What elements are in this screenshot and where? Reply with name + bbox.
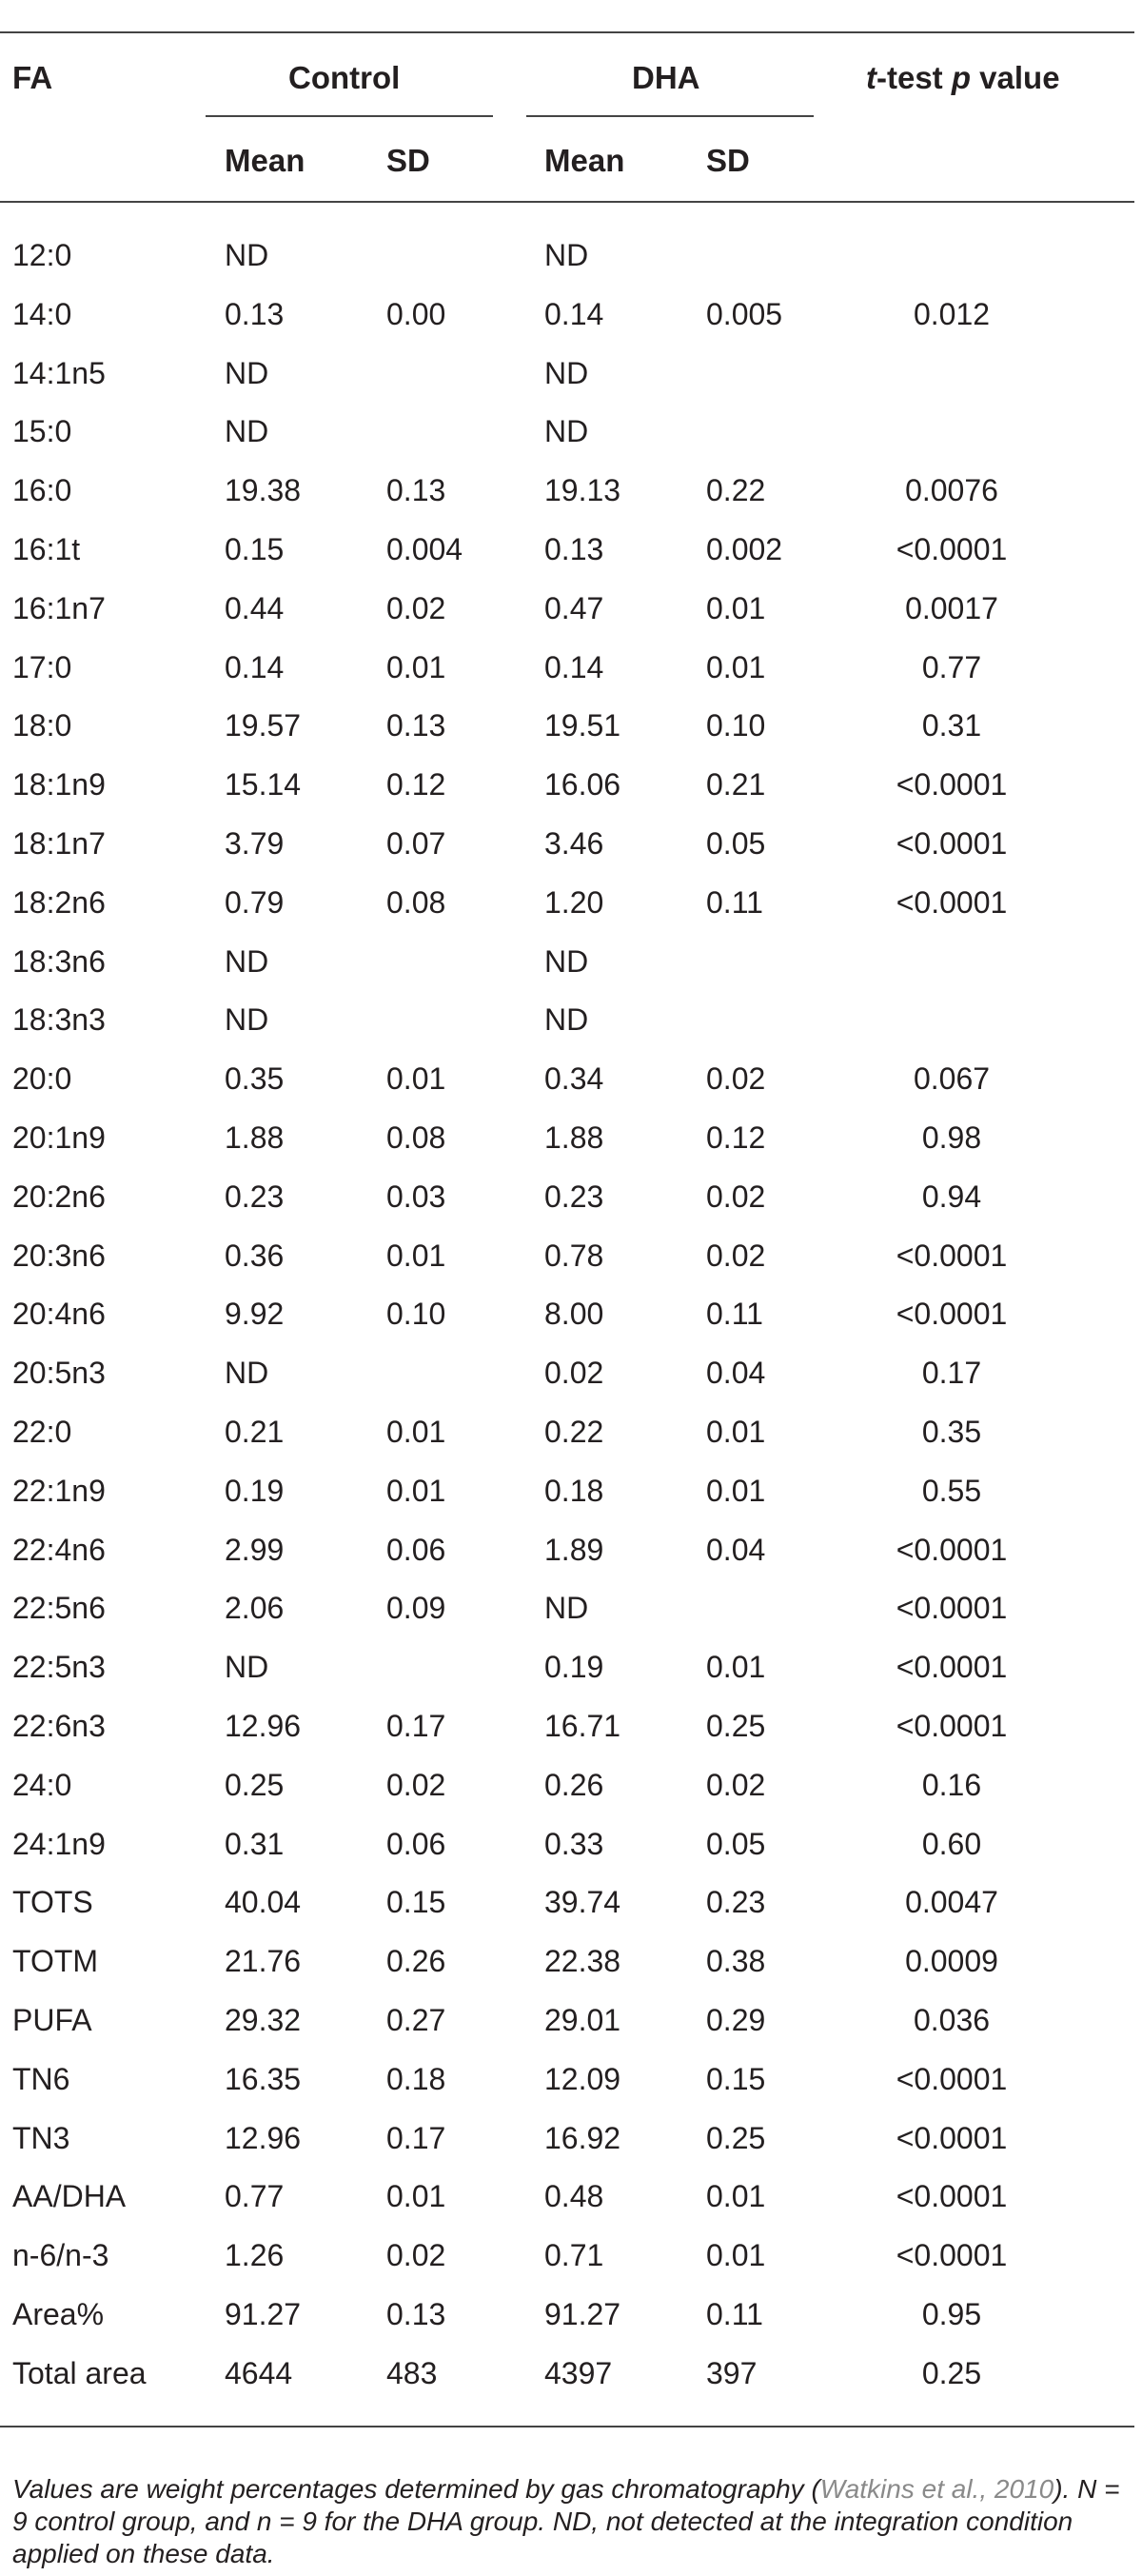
control-mean-cell: 91.27 [225,2297,302,2331]
fa-cell: 24:1n9 [12,1826,106,1861]
table-row [0,755,1134,814]
table-row [0,873,1134,932]
table-row [0,2109,1134,2168]
p-value-cell: <0.0001 [896,1238,1008,1273]
table-row [0,1578,1134,1637]
control-sd-cell: 0.10 [386,1297,446,1332]
dha-sd-cell: 0.02 [706,1061,766,1097]
table-row [0,1049,1134,1108]
header-dha-sd: SD [706,143,750,178]
dha-sd-cell: 0.02 [706,1238,766,1273]
dha-sd-cell: 0.02 [706,1179,766,1214]
table-row [0,1932,1134,1991]
table-row [0,932,1134,991]
dha-mean-cell: 16.71 [544,1709,621,1743]
control-mean-cell: 16.35 [225,2061,302,2096]
table-row [0,1520,1134,1579]
fa-cell: 20:5n3 [12,1356,106,1391]
dha-mean-cell: ND [544,355,589,390]
dha-mean-cell: 39.74 [544,1885,621,1920]
control-mean-cell: 0.21 [225,1415,285,1449]
p-value-cell: 0.95 [921,2297,982,2331]
table-top-rule [0,31,1134,33]
control-mean-cell: ND [225,1650,269,1685]
table-row [0,696,1134,755]
table-row [0,1402,1134,1461]
fa-cell: 15:0 [12,414,72,449]
control-sd-cell: 0.13 [386,2297,446,2331]
fa-cell: TOTM [12,1944,99,1979]
fa-cell: 14:1n5 [12,355,106,390]
p-value-cell: 0.0076 [905,473,998,508]
control-sd-cell: 0.01 [386,1415,446,1449]
control-mean-cell: 0.15 [225,532,285,566]
dha-sd-cell: 0.11 [706,1297,763,1332]
header-ttest-value: value [971,60,1060,95]
control-mean-cell: ND [225,238,269,272]
dha-mean-cell: 0.18 [544,1473,604,1508]
control-mean-cell: 1.26 [225,2238,285,2273]
control-mean-cell: ND [225,1356,269,1391]
p-value-cell: 0.012 [913,296,991,331]
dha-mean-cell: 0.34 [544,1061,604,1097]
table-footnote [12,2473,1135,2570]
control-mean-cell: 0.23 [225,1179,285,1214]
dha-mean-cell: 3.46 [544,826,604,861]
control-mean-cell: 0.19 [225,1473,285,1508]
p-value-cell: 0.0009 [905,1944,998,1979]
dha-mean-cell: 0.78 [544,1238,604,1273]
header-ttest-p: p [951,60,972,95]
fa-cell: 16:1t [12,532,81,566]
control-sd-cell: 0.01 [386,1061,446,1097]
header-ttest-t: t [866,60,876,95]
table-row [0,2050,1134,2109]
header-control-mean: Mean [225,143,305,178]
p-value-cell: <0.0001 [896,1709,1008,1743]
control-sd-cell: 0.18 [386,2061,446,2096]
control-mean-cell: 40.04 [225,1885,302,1920]
dha-sd-cell: 0.01 [706,1415,766,1449]
p-value-cell: <0.0001 [896,1591,1008,1626]
dha-group-rule [526,115,814,117]
p-value-cell: 0.16 [921,1767,982,1802]
control-mean-cell: ND [225,1002,269,1038]
p-value-cell: <0.0001 [896,1650,1008,1685]
fa-cell: 24:0 [12,1767,72,1802]
table-row [0,1343,1134,1402]
control-mean-cell: 0.31 [225,1826,285,1861]
dha-mean-cell: 0.71 [544,2238,604,2273]
footnote-text-1: Values are weight percentages determined by gas chromatography ( [12,2474,820,2504]
control-mean-cell: 15.14 [225,767,302,803]
table-row [0,579,1134,638]
dha-mean-cell: 16.92 [544,2120,621,2155]
table-row [0,638,1134,697]
p-value-cell: 0.60 [921,1826,982,1861]
control-sd-cell: 0.13 [386,473,446,508]
control-sd-cell: 0.02 [386,2238,446,2273]
fa-cell: 20:3n6 [12,1238,106,1273]
table-row [0,226,1134,285]
control-mean-cell: 4644 [225,2355,293,2390]
p-value-cell: <0.0001 [896,2061,1008,2096]
dha-mean-cell: 1.89 [544,1532,604,1567]
dha-mean-cell: 8.00 [544,1297,604,1332]
fa-cell: PUFA [12,2003,92,2037]
fa-cell: 20:2n6 [12,1179,106,1214]
table-row [0,1108,1134,1167]
fa-cell: 14:0 [12,296,72,331]
dha-mean-cell: 1.88 [544,1120,604,1155]
control-sd-cell: 483 [386,2355,438,2390]
p-value-cell: 0.067 [913,1061,991,1097]
dha-mean-cell: 0.14 [544,649,604,684]
control-mean-cell: 12.96 [225,2120,302,2155]
fa-cell: 18:1n7 [12,826,106,861]
control-sd-cell: 0.17 [386,2120,446,2155]
dha-sd-cell: 0.11 [706,2297,763,2331]
dha-mean-cell: 22.38 [544,1944,621,1979]
fa-cell: 18:1n9 [12,767,106,803]
control-sd-cell: 0.07 [386,826,446,861]
control-sd-cell: 0.13 [386,708,446,743]
table-bottom-rule [0,2426,1134,2427]
control-mean-cell: 2.06 [225,1591,285,1626]
table-row [0,814,1134,873]
control-mean-cell: 9.92 [225,1297,285,1332]
dha-sd-cell: 0.23 [706,1885,766,1920]
p-value-cell: <0.0001 [896,2179,1008,2214]
table-row [0,1461,1134,1520]
dha-mean-cell: 0.02 [544,1356,604,1391]
fa-cell: 17:0 [12,649,72,684]
fa-cell: 20:4n6 [12,1297,106,1332]
dha-mean-cell: 0.48 [544,2179,604,2214]
dha-sd-cell: 0.04 [706,1356,766,1391]
table-row [0,402,1134,461]
fa-cell: TN3 [12,2120,70,2155]
p-value-cell: <0.0001 [896,1297,1008,1332]
dha-mean-cell: 0.22 [544,1415,604,1449]
fa-cell: 22:6n3 [12,1709,106,1743]
p-value-cell: 0.77 [921,649,982,684]
p-value-cell: 0.036 [913,2003,991,2037]
control-sd-cell: 0.26 [386,1944,446,1979]
control-sd-cell: 0.02 [386,1767,446,1802]
control-mean-cell: 0.44 [225,590,285,625]
dha-sd-cell: 0.05 [706,826,766,861]
dha-mean-cell: ND [544,1591,589,1626]
dha-mean-cell: 0.26 [544,1767,604,1802]
dha-sd-cell: 0.21 [706,767,766,803]
control-sd-cell: 0.01 [386,2179,446,2214]
dha-mean-cell: ND [544,1002,589,1038]
header-control-sd: SD [386,143,430,178]
control-group-rule [206,115,493,117]
dha-sd-cell: 0.11 [706,884,763,920]
dha-sd-cell: 0.01 [706,1473,766,1508]
fa-cell: 20:0 [12,1061,72,1097]
dha-sd-cell: 0.01 [706,1650,766,1685]
dha-sd-cell: 0.38 [706,1944,766,1979]
table-row [0,2344,1134,2403]
control-mean-cell: 29.32 [225,2003,302,2037]
dha-mean-cell: 16.06 [544,767,621,803]
p-value-cell: 0.17 [921,1356,982,1391]
control-sd-cell: 0.15 [386,1885,446,1920]
dha-sd-cell: 0.22 [706,473,766,508]
dha-mean-cell: 19.13 [544,473,621,508]
table-row [0,2167,1134,2226]
control-mean-cell: 0.25 [225,1767,285,1802]
table-row [0,1226,1134,1285]
table-row [0,2226,1134,2285]
control-sd-cell: 0.06 [386,1826,446,1861]
dha-sd-cell: 0.15 [706,2061,766,2096]
control-sd-cell: 0.12 [386,767,446,803]
table-row [0,1814,1134,1873]
dha-mean-cell: 91.27 [544,2297,621,2331]
p-value-cell: 0.0017 [905,590,998,625]
header-fa: FA [12,60,53,95]
p-value-cell: <0.0001 [896,2120,1008,2155]
control-sd-cell: 0.08 [386,884,446,920]
fa-cell: 16:0 [12,473,72,508]
control-mean-cell: ND [225,355,269,390]
control-mean-cell: 3.79 [225,826,285,861]
fa-cell: 12:0 [12,238,72,272]
control-mean-cell: 12.96 [225,1709,302,1743]
dha-mean-cell: 19.51 [544,708,621,743]
control-mean-cell: 0.79 [225,884,285,920]
p-value-cell: 0.0047 [905,1885,998,1920]
table-row [0,1873,1134,1932]
control-sd-cell: 0.17 [386,1709,446,1743]
table-row [0,344,1134,403]
dha-sd-cell: 0.01 [706,649,766,684]
control-sd-cell: 0.01 [386,1473,446,1508]
control-sd-cell: 0.01 [386,1238,446,1273]
dha-mean-cell: ND [544,238,589,272]
control-sd-cell: 0.06 [386,1532,446,1567]
control-sd-cell: 0.03 [386,1179,446,1214]
table-row [0,2285,1134,2344]
control-mean-cell: 19.57 [225,708,302,743]
fa-cell: Area% [12,2297,105,2331]
control-sd-cell: 0.00 [386,296,446,331]
fa-cell: TOTS [12,1885,93,1920]
p-value-cell: <0.0001 [896,826,1008,861]
table-row [0,461,1134,520]
p-value-cell: <0.0001 [896,884,1008,920]
fa-cell: Total area [12,2355,147,2390]
control-mean-cell: 0.35 [225,1061,285,1097]
dha-sd-cell: 0.04 [706,1532,766,1567]
control-mean-cell: ND [225,943,269,979]
header-dha-mean: Mean [544,143,625,178]
dha-mean-cell: 0.33 [544,1826,604,1861]
dha-sd-cell: 0.005 [706,296,783,331]
dha-sd-cell: 0.02 [706,1767,766,1802]
dha-mean-cell: 0.19 [544,1650,604,1685]
dha-mean-cell: 29.01 [544,2003,621,2037]
dha-mean-cell: 1.20 [544,884,604,920]
control-sd-cell: 0.08 [386,1120,446,1155]
p-value-cell: 0.55 [921,1473,982,1508]
table-row [0,1284,1134,1343]
p-value-cell: 0.31 [921,708,982,743]
fa-cell: 18:0 [12,708,72,743]
fa-cell: AA/DHA [12,2179,127,2214]
dha-sd-cell: 0.01 [706,2238,766,2273]
fa-cell: n-6/n-3 [12,2238,109,2273]
dha-sd-cell: 0.29 [706,2003,766,2037]
dha-sd-cell: 0.01 [706,590,766,625]
fa-cell: 20:1n9 [12,1120,106,1155]
control-mean-cell: 1.88 [225,1120,285,1155]
dha-sd-cell: 0.25 [706,2120,766,2155]
control-mean-cell: 21.76 [225,1944,302,1979]
p-value-cell: 0.94 [921,1179,982,1214]
dha-mean-cell: 0.13 [544,532,604,566]
control-sd-cell: 0.004 [386,532,463,566]
table-row [0,1755,1134,1814]
p-value-cell: <0.0001 [896,1532,1008,1567]
dha-sd-cell: 0.25 [706,1709,766,1743]
table-row [0,990,1134,1049]
dha-mean-cell: 0.14 [544,296,604,331]
fa-cell: 18:2n6 [12,884,106,920]
p-value-cell: <0.0001 [896,767,1008,803]
table-row [0,1167,1134,1226]
control-mean-cell: 0.36 [225,1238,285,1273]
control-sd-cell: 0.01 [386,649,446,684]
control-sd-cell: 0.27 [386,2003,446,2037]
table-row [0,285,1134,344]
fa-cell: TN6 [12,2061,70,2096]
footnote-citation-link[interactable]: Watkins et al., 2010 [819,2474,1054,2504]
dha-mean-cell: 12.09 [544,2061,621,2096]
table-row [0,1991,1134,2050]
p-value-cell: 0.98 [921,1120,982,1155]
control-mean-cell: 19.38 [225,473,302,508]
header-ttest-p-value [866,59,1060,97]
fa-cell: 16:1n7 [12,590,106,625]
control-mean-cell: 0.13 [225,296,285,331]
p-value-cell: <0.0001 [896,532,1008,566]
dha-mean-cell: 4397 [544,2355,613,2390]
fa-cell: 22:4n6 [12,1532,106,1567]
dha-sd-cell: 0.05 [706,1826,766,1861]
footnote-text-2: ). N = 9 control group, and n = 9 for the DHA group. ND, not detected at the integration condition applied on these data. [12,2474,1120,2568]
control-mean-cell: 0.77 [225,2179,285,2214]
header-ttest-rest: -test [876,60,952,95]
control-mean-cell: ND [225,414,269,449]
control-sd-cell: 0.09 [386,1591,446,1626]
table-row [0,1696,1134,1755]
table-row [0,1637,1134,1696]
header-dha: DHA [632,60,700,95]
dha-sd-cell: 397 [706,2355,758,2390]
fa-cell: 18:3n6 [12,943,106,979]
dha-sd-cell: 0.10 [706,708,766,743]
dha-mean-cell: 0.23 [544,1179,604,1214]
table-row [0,520,1134,579]
control-sd-cell: 0.02 [386,590,446,625]
dha-mean-cell: 0.47 [544,590,604,625]
fa-cell: 22:1n9 [12,1473,106,1508]
p-value-cell: <0.0001 [896,2238,1008,2273]
fa-cell: 22:5n6 [12,1591,106,1626]
p-value-cell: 0.25 [921,2355,982,2390]
fa-cell: 22:0 [12,1415,72,1449]
control-mean-cell: 2.99 [225,1532,285,1567]
fa-cell: 18:3n3 [12,1002,106,1038]
p-value-cell: 0.35 [921,1415,982,1449]
dha-sd-cell: 0.002 [706,532,783,566]
fa-cell: 22:5n3 [12,1650,106,1685]
header-control: Control [288,60,401,95]
dha-mean-cell: ND [544,943,589,979]
control-mean-cell: 0.14 [225,649,285,684]
dha-sd-cell: 0.01 [706,2179,766,2214]
dha-sd-cell: 0.12 [706,1120,766,1155]
header-bottom-rule [0,201,1134,203]
dha-mean-cell: ND [544,414,589,449]
